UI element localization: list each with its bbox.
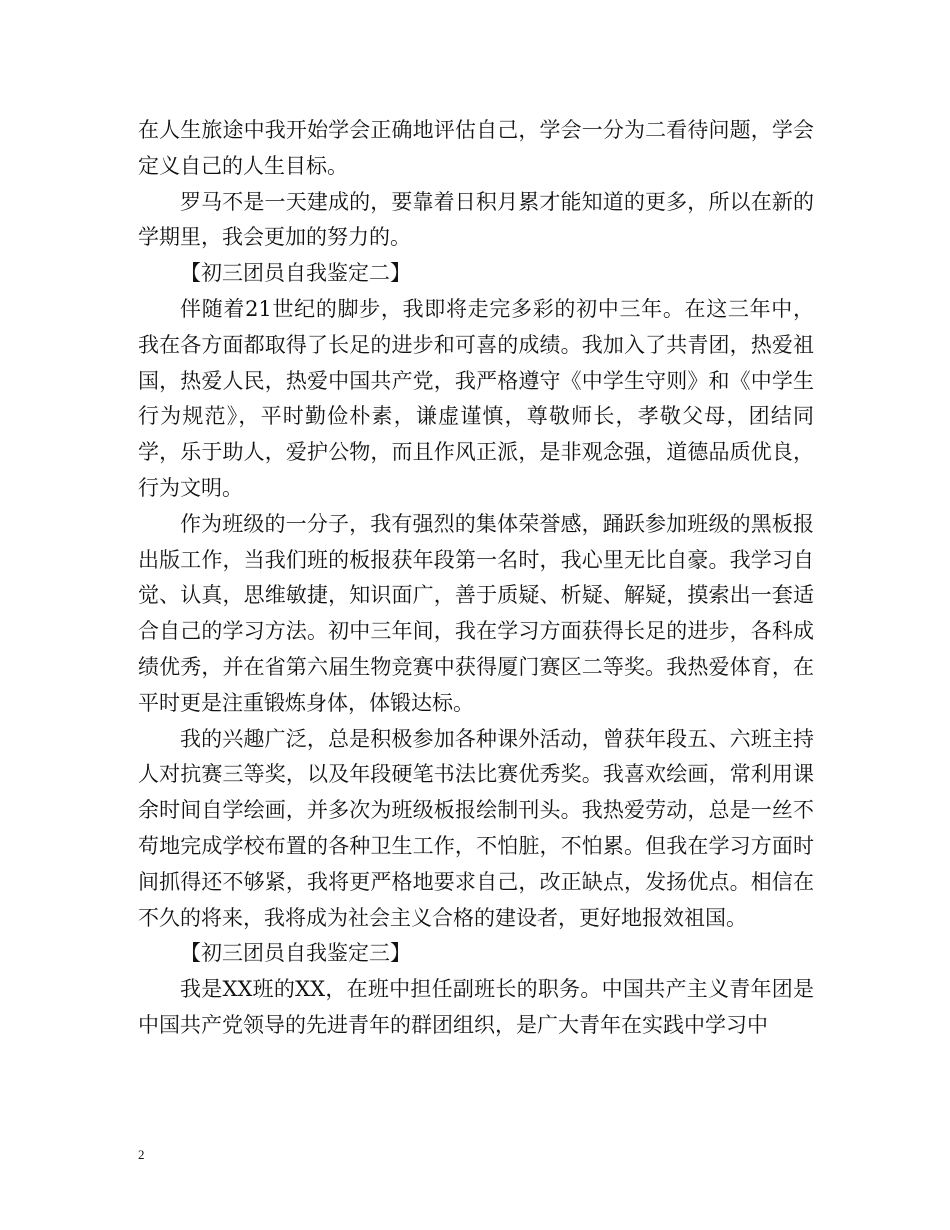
page-number: 2 — [138, 1147, 145, 1162]
paragraph-class-member: 作为班级的一分子，我有强烈的集体荣誉感，踊跃参加班级的黑板报出版工作，当我们班的板报获年段第一名时，我心里无比自豪。我学习自觉、认真，思维敏捷，知识面广，善于质疑、析疑、解疑，摸索出一套适合自己的学习方法。初中三年间，我在学习方面获得长足的进步，各科成绩优秀，并在省第六届生物竞赛中获得厦门赛区二等奖。我热爱体育，在平时更是注重锻炼身体，体锻达标。 — [138, 511, 814, 715]
document-body — [138, 113, 814, 1044]
paragraph-vice-monitor: 我是XX班的XX，在班中担任副班长的职务。中国共产主义青年团是中国共产党领导的先进青年的群团组织，是广大青年在实践中学习中 — [138, 977, 814, 1037]
paragraph-rome: 罗马不是一天建成的，要靠着日积月累才能知道的更多，所以在新的学期里，我会更加的努力的。 — [138, 189, 814, 250]
section-heading-three: 【初三团员自我鉴定三】 — [180, 941, 411, 966]
paragraph-interests: 我的兴趣广泛，总是积极参加各种课外活动，曾获年段五、六班主持人对抗赛三等奖，以及年段硬笔书法比赛优秀奖。我喜欢绘画，常利用课余时间自学绘画，并多次为班级板报绘制刊头。我热爱劳动，总是一丝不苟地完成学校布置的各种卫生工作，不怕脏，不怕累。但我在学习方面时间抓得还不够紧，我将更严格地要求自己，改正缺点，发扬优点。相信在不久的将来，我将成为社会主义合格的建设者，更好地报效祖国。 — [138, 726, 814, 930]
paragraph-continued: 在人生旅途中我开始学会正确地评估自己，学会一分为二看待问题，学会定义自己的人生目标。 — [138, 118, 814, 178]
section-heading-two: 【初三团员自我鉴定二】 — [180, 261, 411, 286]
paragraph-century: 伴随着21世纪的脚步，我即将走完多彩的初中三年。在这三年中，我在各方面都取得了长足的进步和可喜的成绩。我加入了共青团，热爱祖国，热爱人民，热爱中国共产党，我严格遵守《中学生守则》和《中学生行为规范》，平时勤俭朴素，谦虚谨慎，尊敬师长，孝敬父母，团结同学，乐于助人，爱护公物，而且作风正派，是非观念强，道德品质优良，行为文明。 — [138, 296, 814, 500]
